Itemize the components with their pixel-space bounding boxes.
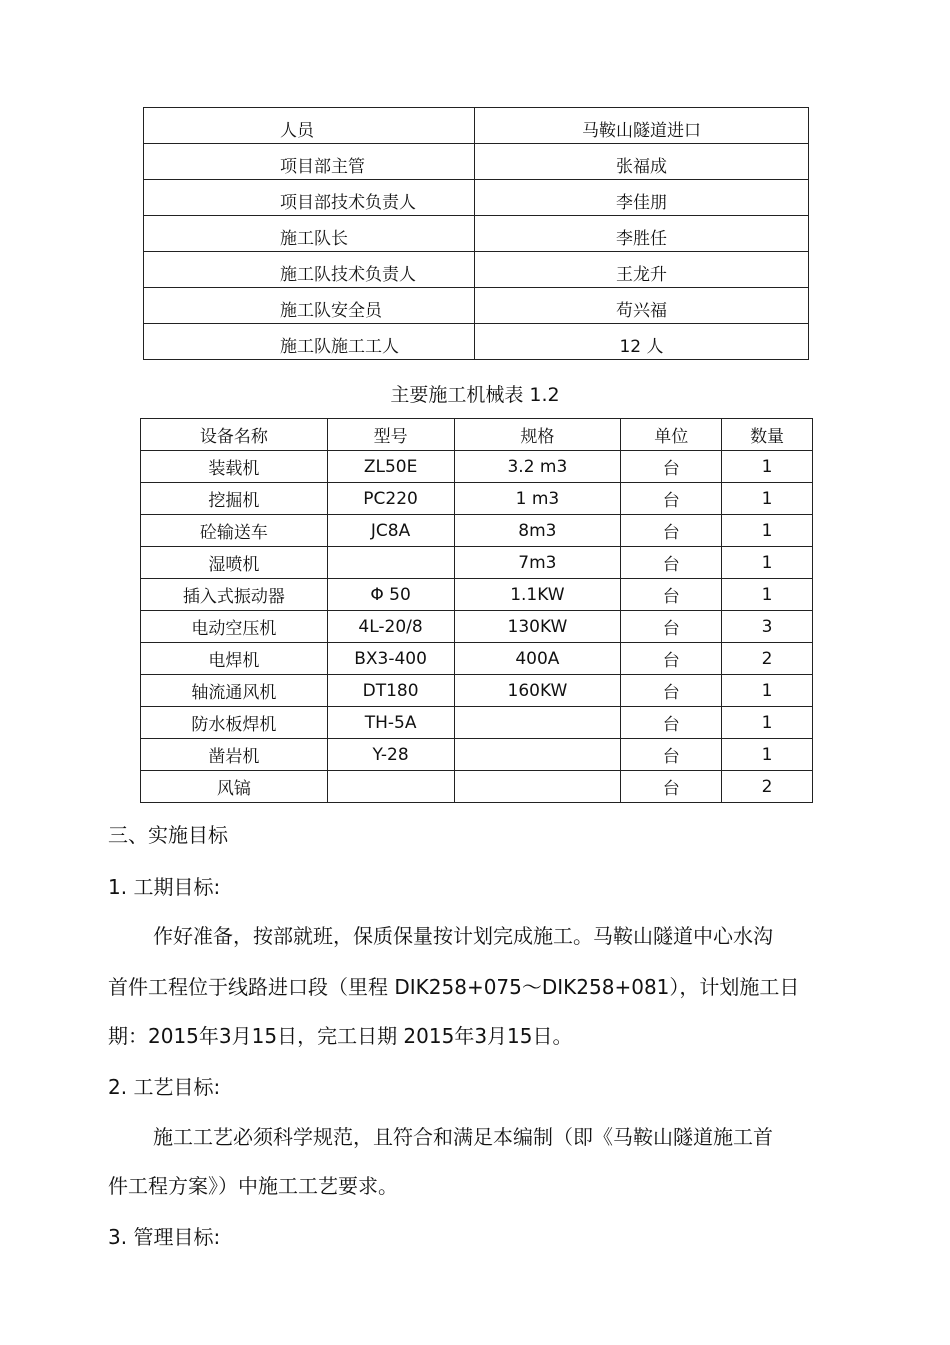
table-row bbox=[141, 515, 813, 547]
table-cell: 苟兴福 bbox=[475, 288, 809, 324]
table-row bbox=[144, 108, 809, 144]
table-cell: 台 bbox=[621, 483, 722, 515]
table-cell: JC8A bbox=[327, 515, 454, 547]
table-header-cell: 单位 bbox=[621, 419, 722, 451]
table-cell: 1 bbox=[722, 579, 813, 611]
table-header-cell: 数量 bbox=[722, 419, 813, 451]
table-cell: 台 bbox=[621, 675, 722, 707]
table-cell: 1 m3 bbox=[454, 483, 621, 515]
table-row bbox=[141, 419, 813, 451]
process-goal-text-line: 件工程方案》）中施工工艺要求。 bbox=[108, 1174, 398, 1198]
table-row bbox=[141, 643, 813, 675]
table-header-cell: 设备名称 bbox=[141, 419, 328, 451]
table-cell: 3 bbox=[722, 611, 813, 643]
table-cell: 台 bbox=[621, 451, 722, 483]
table-cell: 3.2 m3 bbox=[454, 451, 621, 483]
table-cell: BX3-400 bbox=[327, 643, 454, 675]
table-cell: 400A bbox=[454, 643, 621, 675]
management-goal-heading: 3. 管理目标: bbox=[108, 1225, 221, 1249]
table-cell: 12 人 bbox=[475, 324, 809, 360]
schedule-goal-text-line: 首件工程位于线路进口段（里程 DIK258+075～DIK258+081），计划施工日 bbox=[108, 975, 800, 999]
table-cell: 2 bbox=[722, 643, 813, 675]
table-cell: 1 bbox=[722, 707, 813, 739]
schedule-goal-heading: 1. 工期目标: bbox=[108, 875, 221, 899]
table-cell bbox=[454, 707, 621, 739]
table-cell: 台 bbox=[621, 739, 722, 771]
table-cell: 施工队安全员 bbox=[144, 288, 475, 324]
table-row bbox=[144, 180, 809, 216]
table-row bbox=[141, 483, 813, 515]
table-cell: 台 bbox=[621, 515, 722, 547]
table-cell: 张福成 bbox=[475, 144, 809, 180]
table-row bbox=[144, 324, 809, 360]
table-cell: PC220 bbox=[327, 483, 454, 515]
table-cell: 项目部技术负责人 bbox=[144, 180, 475, 216]
table-cell bbox=[454, 739, 621, 771]
table-row bbox=[141, 579, 813, 611]
table-header-cell: 马鞍山隧道进口 bbox=[475, 108, 809, 144]
table-cell: 1.1KW bbox=[454, 579, 621, 611]
table-cell: 1 bbox=[722, 547, 813, 579]
table-cell: 凿岩机 bbox=[141, 739, 328, 771]
table-cell bbox=[454, 771, 621, 803]
table-cell: 施工队施工工人 bbox=[144, 324, 475, 360]
schedule-goal-text-line: 作好准备，按部就班，保质保量按计划完成施工。马鞍山隧道中心水沟 bbox=[153, 924, 773, 948]
schedule-goal-text-line: 期：2015年3月15日，完工日期 2015年3月15日。 bbox=[108, 1024, 573, 1048]
table-row bbox=[141, 611, 813, 643]
table-row bbox=[144, 216, 809, 252]
table-cell: Φ 50 bbox=[327, 579, 454, 611]
table-cell: ZL50E bbox=[327, 451, 454, 483]
table-cell: 台 bbox=[621, 579, 722, 611]
table-cell: 电焊机 bbox=[141, 643, 328, 675]
table-cell: 1 bbox=[722, 675, 813, 707]
table-cell: 160KW bbox=[454, 675, 621, 707]
table-cell: 2 bbox=[722, 771, 813, 803]
table-cell: 1 bbox=[722, 515, 813, 547]
table-cell: 7m3 bbox=[454, 547, 621, 579]
table-cell: 1 bbox=[722, 739, 813, 771]
table-row bbox=[141, 675, 813, 707]
table-cell: 李佳朋 bbox=[475, 180, 809, 216]
table-cell: 电动空压机 bbox=[141, 611, 328, 643]
table-cell: 砼输送车 bbox=[141, 515, 328, 547]
table-cell: 4L-20/8 bbox=[327, 611, 454, 643]
table-cell: 1 bbox=[722, 483, 813, 515]
equipment-table-title: 主要施工机械表 1.2 bbox=[390, 384, 560, 406]
table-cell: Y-28 bbox=[327, 739, 454, 771]
table-row bbox=[141, 739, 813, 771]
personnel-table bbox=[143, 107, 809, 360]
table-row bbox=[141, 451, 813, 483]
table-cell bbox=[327, 547, 454, 579]
table-cell: 施工队长 bbox=[144, 216, 475, 252]
section-heading: 三、实施目标 bbox=[108, 823, 228, 847]
table-cell: 李胜任 bbox=[475, 216, 809, 252]
table-cell: TH-5A bbox=[327, 707, 454, 739]
table-cell: 插入式振动器 bbox=[141, 579, 328, 611]
table-header-cell: 规格 bbox=[454, 419, 621, 451]
table-row bbox=[141, 771, 813, 803]
table-cell: 王龙升 bbox=[475, 252, 809, 288]
table-row bbox=[144, 252, 809, 288]
table-cell: 施工队技术负责人 bbox=[144, 252, 475, 288]
table-cell: 装载机 bbox=[141, 451, 328, 483]
table-cell: 台 bbox=[621, 643, 722, 675]
table-cell: 轴流通风机 bbox=[141, 675, 328, 707]
table-row bbox=[144, 288, 809, 324]
table-cell: 台 bbox=[621, 771, 722, 803]
table-cell: 130KW bbox=[454, 611, 621, 643]
equipment-table bbox=[140, 418, 813, 803]
process-goal-heading: 2. 工艺目标: bbox=[108, 1075, 221, 1099]
table-cell: 台 bbox=[621, 611, 722, 643]
table-header-cell: 型号 bbox=[327, 419, 454, 451]
table-cell: 挖掘机 bbox=[141, 483, 328, 515]
table-cell: 防水板焊机 bbox=[141, 707, 328, 739]
table-cell: 湿喷机 bbox=[141, 547, 328, 579]
table-row bbox=[141, 707, 813, 739]
table-cell bbox=[327, 771, 454, 803]
table-cell: DT180 bbox=[327, 675, 454, 707]
table-cell: 项目部主管 bbox=[144, 144, 475, 180]
table-cell: 8m3 bbox=[454, 515, 621, 547]
table-cell: 风镐 bbox=[141, 771, 328, 803]
table-cell: 台 bbox=[621, 547, 722, 579]
table-row bbox=[141, 547, 813, 579]
table-row bbox=[144, 144, 809, 180]
table-cell: 1 bbox=[722, 451, 813, 483]
table-header-cell: 人员 bbox=[144, 108, 475, 144]
process-goal-text-line: 施工工艺必须科学规范，且符合和满足本编制（即《马鞍山隧道施工首 bbox=[153, 1125, 773, 1149]
table-cell: 台 bbox=[621, 707, 722, 739]
